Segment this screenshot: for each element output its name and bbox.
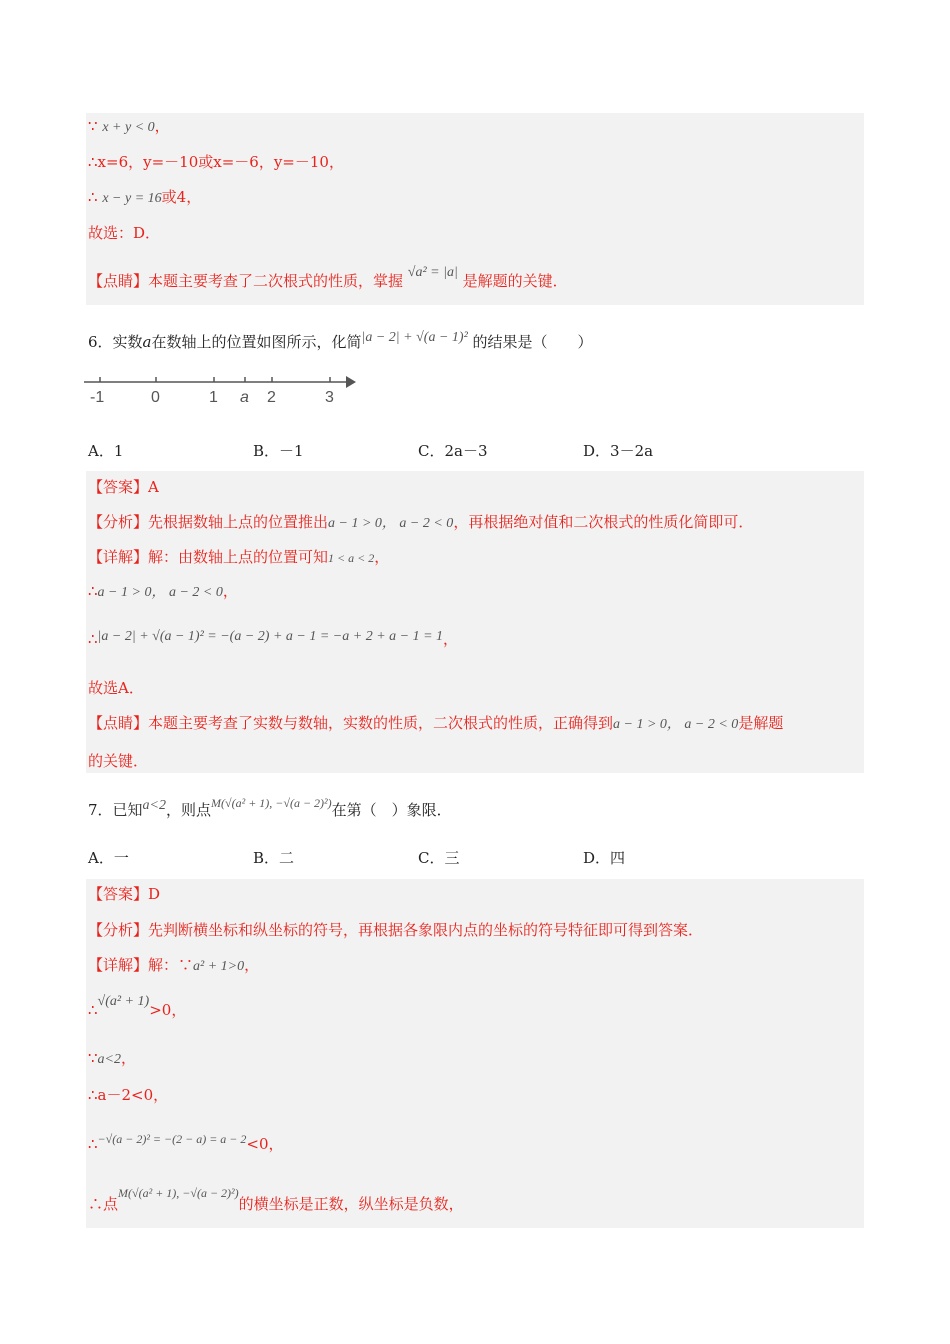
q6-analysis-math: a − 1 > 0， a − 2 < 0 <box>328 516 454 531</box>
axis-label-2: 2 <box>267 389 276 406</box>
axis-label-3: 3 <box>325 389 334 406</box>
q6-note: 【点睛】本题主要考查了实数与数轴，实数的性质，二次根式的性质，正确得到a − 1 > 0， a − 2 < 0是解题 <box>88 714 784 732</box>
prev-line-1: ∵ x + y < 0， <box>88 117 170 135</box>
prev-math-3: x − y = 16 <box>102 191 162 206</box>
q7-step-4: ∴$^{-√(a - 2)^2 = -(2 - a) = a - 2}$<0， <box>88 1132 284 1153</box>
q6-step-1-math: a − 1 > 0， a − 2 < 0 <box>97 585 223 600</box>
q6-choose: 故选A． <box>88 679 144 697</box>
q6-step-2: ∴|a − 2| + √(a − 1)² = −(a − 2) + a − 1 = −a + 2 + a − 1 = 1， <box>88 629 459 648</box>
q7-detail-math: a² + 1>0 <box>193 959 245 974</box>
prev-note: 【点睛】本题主要考查了二次根式的性质，掌握 √a² = |a| 是解题的关键． <box>88 265 568 290</box>
q6-number-line <box>84 370 364 410</box>
q6-note-line-2: 的关键． <box>88 752 149 770</box>
q6-answer: 【答案】A <box>88 478 159 496</box>
q7-analysis: 【分析】先判断横坐标和纵坐标的符号，再根据各象限内点的坐标的符号特征即可得到答案． <box>88 921 704 939</box>
q7-step-2-math: a<2 <box>97 1052 121 1067</box>
q7-step-4-math: −√(a − 2)² = −(2 − a) = a − 2 <box>97 1132 247 1146</box>
axis-label-a: a <box>240 389 249 406</box>
q7-step-2: ∵a<2， <box>88 1049 137 1067</box>
prev-line-2: ∴x=6，y=－10或x=－6，y=－10， <box>88 153 344 171</box>
q6-note-math: a − 1 > 0， a − 2 < 0 <box>613 717 739 732</box>
q6-detail-math: 1 < a < 2 <box>328 551 375 565</box>
prev-line-4: 故选：D． <box>88 224 161 242</box>
q7-step-3: ∴a－2<0， <box>88 1086 169 1104</box>
q7-stem-math-1: a<2 <box>142 798 166 813</box>
q7-option-a[interactable]: A．一 <box>88 849 129 867</box>
q7-option-c[interactable]: C．三 <box>418 849 460 867</box>
q7-step-5: ∴点$^{M(√(a^2 + 1), -√(a - 2)^2)}$的横坐标是正数，纵坐标是负数， <box>88 1186 464 1213</box>
q7-option-b[interactable]: B．二 <box>253 849 295 867</box>
q7-step-1: ∴√(a² + 1)>0， <box>88 994 187 1019</box>
axis-label-0: 0 <box>151 389 160 406</box>
axis-label-1: 1 <box>209 389 218 406</box>
q7-stem-math-2: M(√(a² + 1), −√(a − 2)²) <box>211 796 332 810</box>
prev-math-1: x + y < 0 <box>102 120 155 135</box>
q6-option-d[interactable]: D．3－2a <box>583 442 654 460</box>
q6-analysis: 【分析】先根据数轴上点的位置推出a − 1 > 0， a − 2 < 0，再根据绝对值和二次根式的性质化简即可． <box>88 513 754 531</box>
q6-option-a[interactable]: A．1 <box>88 442 124 460</box>
q7-step-5-math: M(√(a² + 1), −√(a − 2)²) <box>118 1186 239 1200</box>
q6-detail: 【详解】解：由数轴上点的位置可知1 < a < 2， <box>88 548 390 566</box>
q6-step-2-math: |a − 2| + √(a − 1)² = −(a − 2) + a − 1 = −a + 2 + a − 1 = 1 <box>97 629 444 644</box>
q7-option-d[interactable]: D．四 <box>583 849 626 867</box>
q7-stem: 7．已知a<2，则点$^{M(√(a^2 + 1), -√(a - 2)^2)}$在第（ ）象限． <box>88 796 452 819</box>
q7-detail: 【详解】解：∵a² + 1>0， <box>88 956 260 974</box>
q6-stem-math: |a − 2| + √(a − 1)² <box>361 330 468 345</box>
prev-line-3: ∴ x − y = 16或4， <box>88 188 202 206</box>
q6-stem: 6．实数a在数轴上的位置如图所示，化简|a − 2| + √(a − 1)² 的结果是（ ） <box>88 330 593 351</box>
q6-step-1: ∴a − 1 > 0， a − 2 < 0， <box>88 582 238 600</box>
q7-answer: 【答案】D <box>88 885 161 903</box>
q6-option-b[interactable]: B．－1 <box>253 442 304 460</box>
q7-step-1-math: √(a² + 1) <box>97 994 150 1009</box>
prev-note-math: √a² = |a| <box>407 265 458 280</box>
q6-option-c[interactable]: C．2a－3 <box>418 442 488 460</box>
axis-label-neg1: -1 <box>90 389 105 406</box>
